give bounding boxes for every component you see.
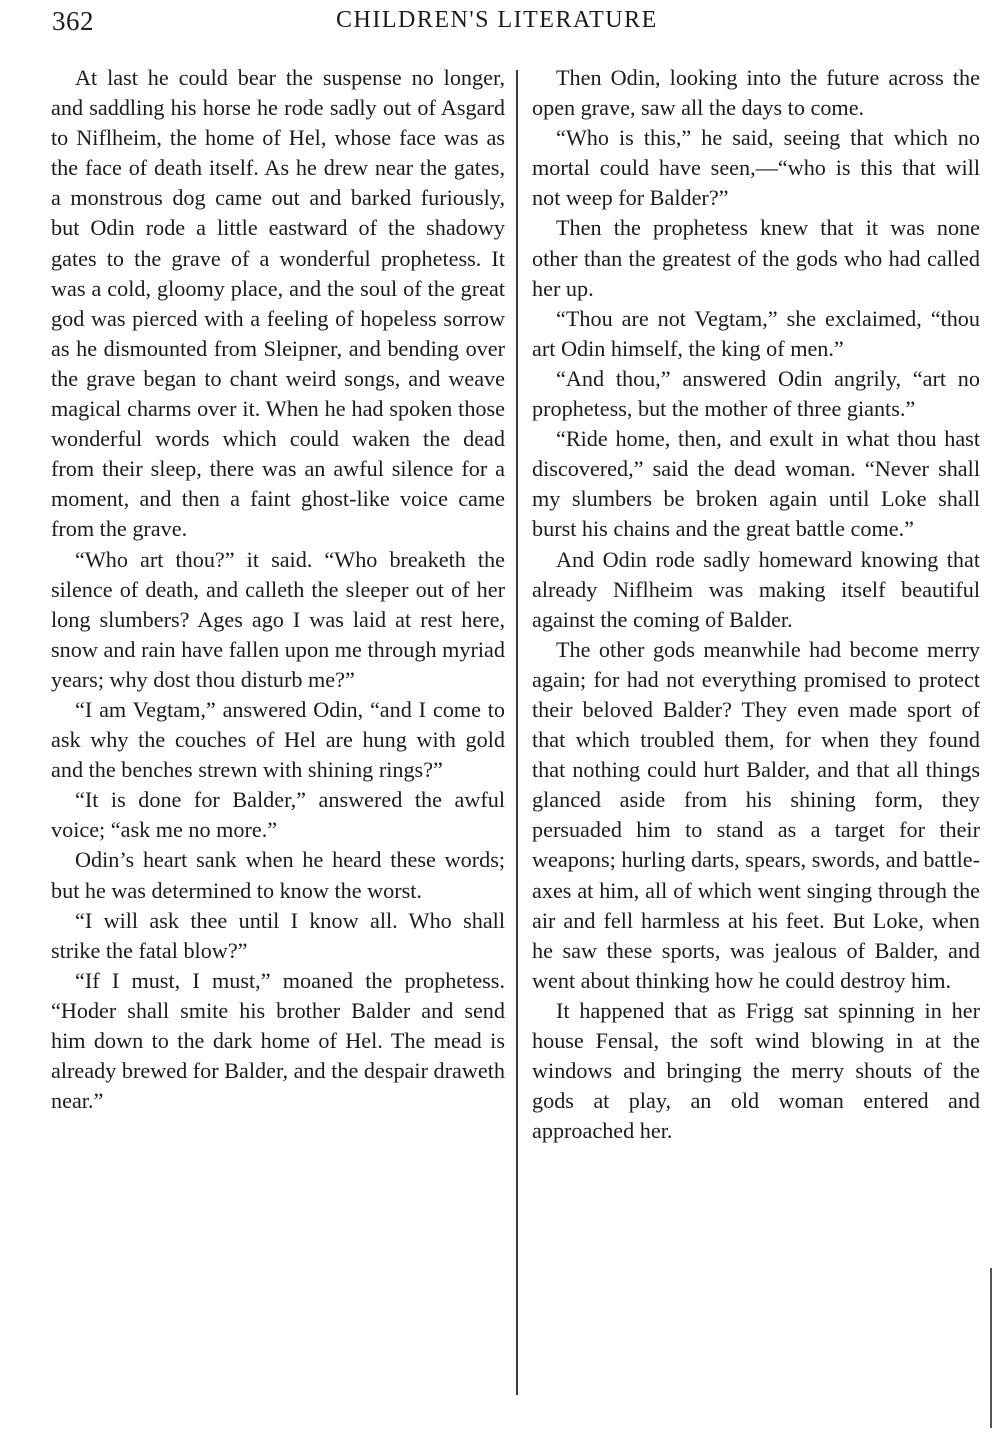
page-number: 362: [52, 6, 94, 36]
paragraph: Then Odin, looking into the future across the open grave, saw all the days to come.: [532, 65, 980, 121]
paragraph: At last he could bear the suspense no longer, and saddling his horse he rode sadly out of Asgard to Niflheim, the home of Hel, whose face was as the face of death itself. As he drew near the gates, a monstrous dog came out and barked furiously, but Odin rode a little eastward of the shadowy gates to the grave of a wonderful prophetess. It was a cold, gloomy place, and the soul of the great god was pierced with a feeling of hopeless sorrow as he dismounted from Sleipner, and bending over the grave began to chant weird songs, and weave magical charms over it. When he had spoken those wonderful words which could waken the dead from their sleep, there was an awful silence for a moment, and then a faint ghost-like voice came from the grave.: [51, 65, 505, 542]
paragraph: “Who is this,” he said, seeing that which no mortal could have seen,—“who is this that will not weep for Balder?”: [532, 125, 980, 211]
left-column: [51, 63, 505, 1116]
paragraph: “I will ask thee until I know all. Who shall strike the fatal blow?”: [51, 907, 505, 963]
paragraph: The other gods meanwhile had become merry again; for had not everything promised to protect their beloved Balder? They even made sport of that which troubled them, for when they found that nothing could hurt Balder, and that all things glanced aside from his shining form, they persuaded him to stand as a target for their weapons; hurling darts, spears, swords, and battle-axes at him, all of which went singing through the air and fell harmless at his feet. But Loke, when he saw these sports, was jealous of Balder, and went about thinking how he could destroy him.: [532, 636, 980, 993]
scan-edge-mark: [990, 1268, 992, 1428]
column-divider: [516, 70, 518, 1395]
paragraph: “I am Vegtam,” answered Odin, “and I come to ask why the couches of Hel are hung with gold and the benches strewn with shining rings?”: [51, 696, 505, 783]
page-header: [0, 6, 1000, 46]
paragraph: “Who art thou?” it said. “Who breaketh the silence of death, and calleth the sleeper out of her long slumbers? Ages ago I was laid at rest here, snow and rain have fallen upon me through myriad years; why dost thou disturb me?”: [51, 546, 505, 692]
running-head: CHILDREN'S LITERATURE: [336, 7, 658, 33]
paragraph: It happened that as Frigg sat spinning in her house Fensal, the soft wind blowing in at the windows and bringing the merry shouts of the gods at play, an old woman entered and approached her.: [532, 997, 980, 1144]
paragraph: “Thou are not Vegtam,” she exclaimed, “thou art Odin himself, the king of men.”: [532, 305, 980, 361]
paragraph: And Odin rode sadly homeward knowing that already Niflheim was making itself beautiful against the coming of Balder.: [532, 546, 980, 632]
paragraph: Odin’s heart sank when he heard these words; but he was determined to know the worst.: [51, 847, 505, 903]
paragraph: “And thou,” answered Odin angrily, “art no prophetess, but the mother of three giants.”: [532, 365, 980, 422]
paragraph: Then the prophetess knew that it was none other than the greatest of the gods who had called her up.: [532, 215, 980, 301]
paragraph: “Ride home, then, and exult in what thou hast discovered,” said the dead woman. “Never shall my slumbers be broken again until Loke shall burst his chains and the great battle come.”: [532, 426, 980, 542]
paragraph: “It is done for Balder,” answered the awful voice; “ask me no more.”: [51, 787, 505, 843]
paragraph: “If I must, I must,” moaned the prophetess. “Hoder shall smite his brother Balder and send him down to the dark home of Hel. The mead is already brewed for Balder, and the despair draweth near.”: [51, 967, 505, 1114]
right-column: [532, 63, 980, 1146]
